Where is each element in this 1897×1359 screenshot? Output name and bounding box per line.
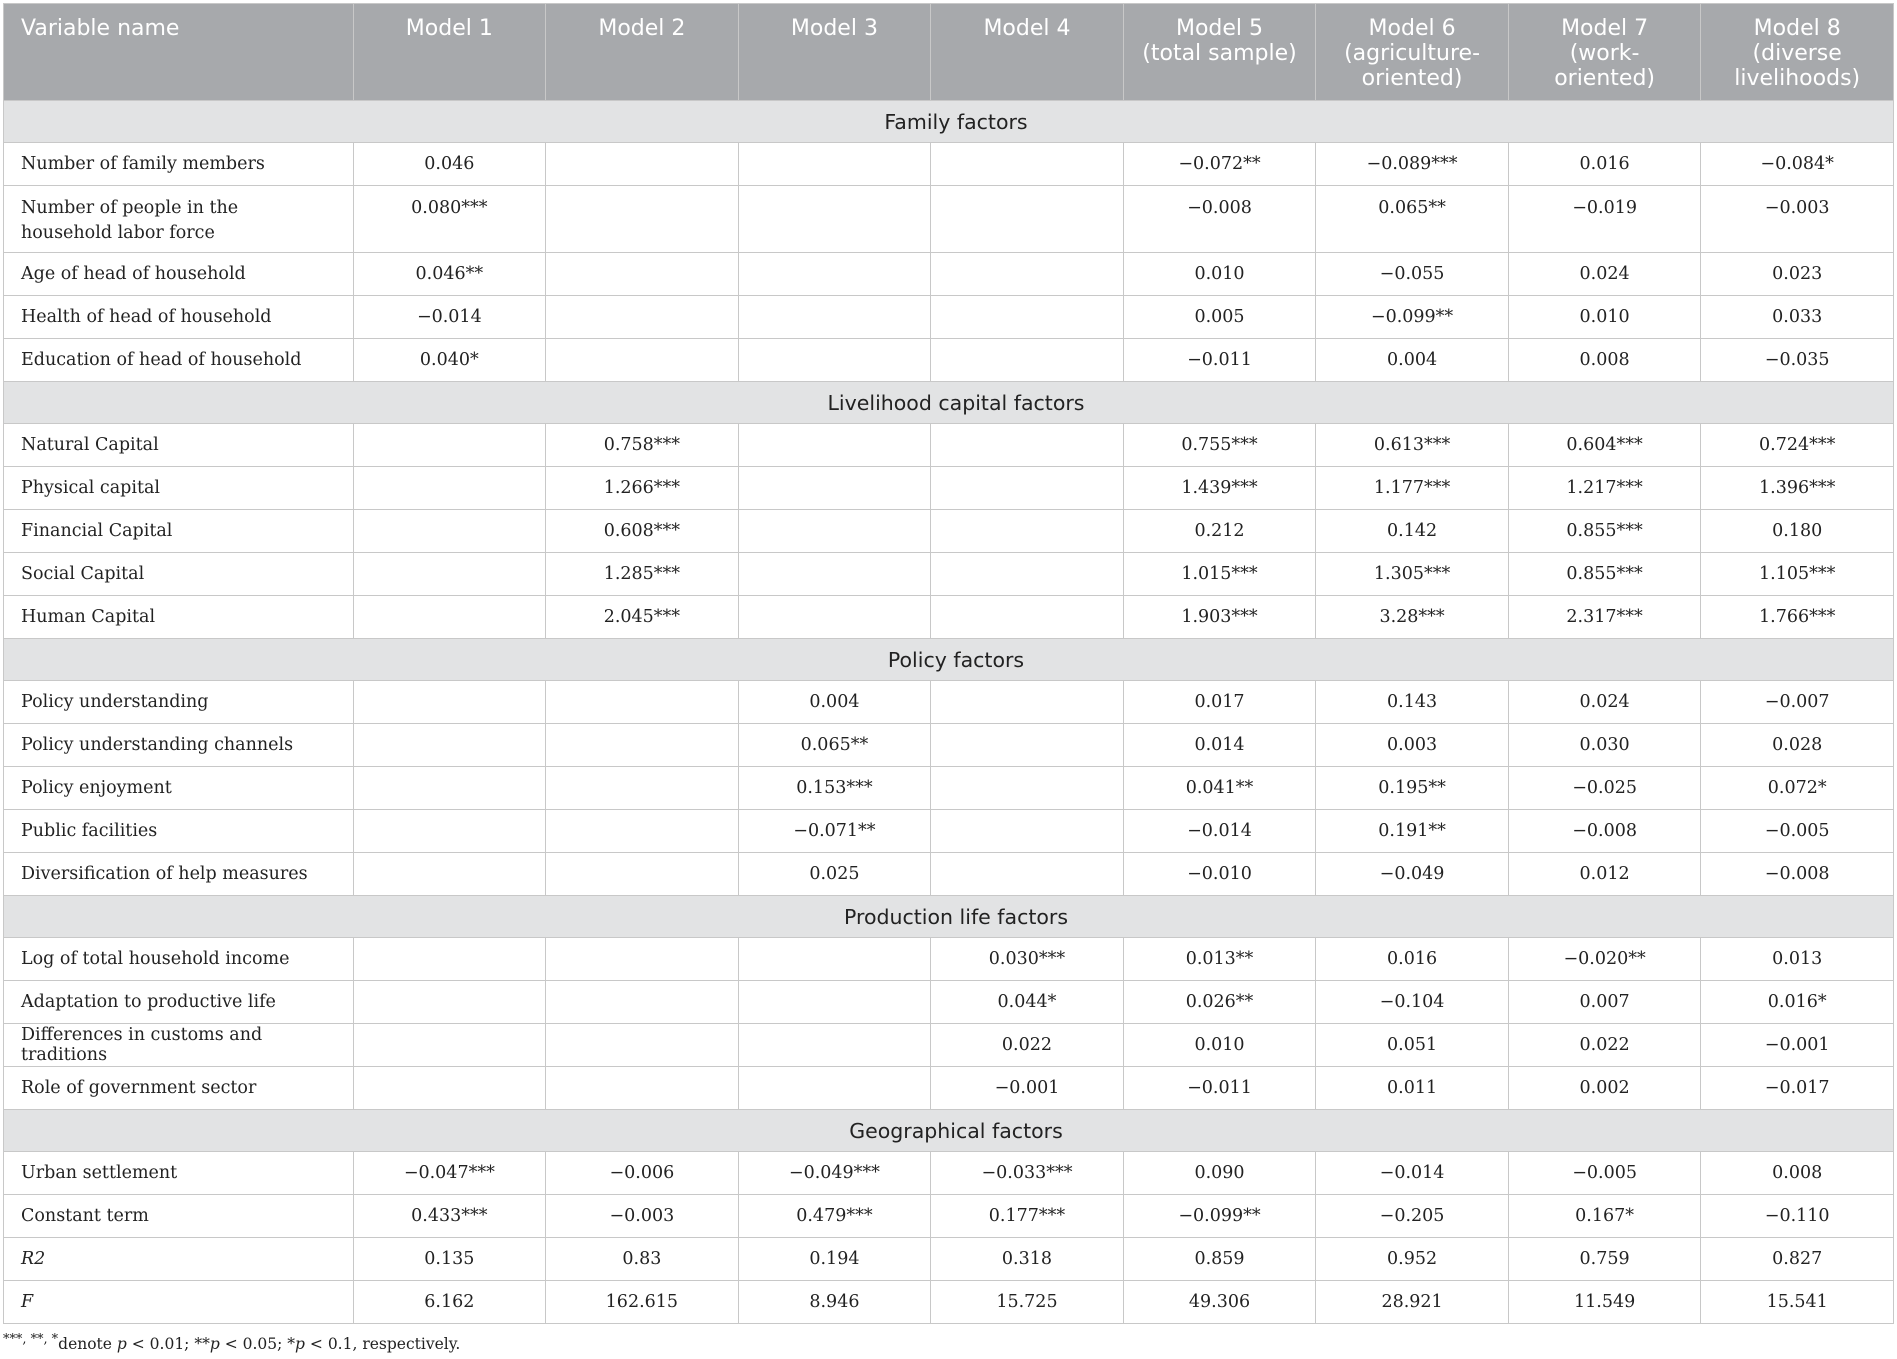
- coefficient-cell-model-1: [353, 810, 546, 853]
- footnote-text-4: < 0.1, respectively.: [304, 1335, 461, 1354]
- variable-name-cell: Number of people in the household labor force: [4, 186, 354, 253]
- table-row: [4, 681, 1894, 724]
- coefficient-cell-model-7: 0.024: [1508, 681, 1701, 724]
- coefficient-cell-model-5: −0.011: [1123, 339, 1316, 382]
- coefficient-cell-model-4: 0.318: [931, 1238, 1124, 1281]
- coefficient-cell-model-3: 0.153***: [738, 767, 931, 810]
- coefficient-cell-model-6: −0.049: [1316, 853, 1509, 896]
- coefficient-cell-model-8: −0.008: [1701, 853, 1894, 896]
- footnote-symbols: ***, **, *: [3, 1332, 59, 1347]
- coefficient-cell-model-1: [353, 767, 546, 810]
- section-header-row: [4, 639, 1894, 681]
- coefficient-cell-model-1: −0.047***: [353, 1152, 546, 1195]
- section-header-row: [4, 101, 1894, 143]
- coefficient-cell-model-5: 0.859: [1123, 1238, 1316, 1281]
- coefficient-cell-model-8: −0.007: [1701, 681, 1894, 724]
- section-title: Family factors: [4, 101, 1894, 143]
- footnote-p-2: p: [209, 1335, 220, 1354]
- coefficient-cell-model-5: 0.017: [1123, 681, 1316, 724]
- coefficient-cell-model-5: 0.212: [1123, 510, 1316, 553]
- header-variable-name: [4, 4, 354, 101]
- coefficient-cell-model-1: [353, 1067, 546, 1110]
- coefficient-cell-model-2: [546, 681, 739, 724]
- coefficient-cell-model-1: [353, 1024, 546, 1067]
- coefficient-cell-model-4: [931, 467, 1124, 510]
- header-model-1: [353, 4, 546, 101]
- variable-name-cell: Policy understanding: [4, 681, 354, 724]
- coefficient-cell-model-7: 1.217***: [1508, 467, 1701, 510]
- coefficient-cell-model-1: [353, 510, 546, 553]
- table-row: [4, 938, 1894, 981]
- variable-name-cell: Policy understanding channels: [4, 724, 354, 767]
- coefficient-cell-model-1: [353, 724, 546, 767]
- coefficient-cell-model-5: −0.014: [1123, 810, 1316, 853]
- header-label: Model 2: [598, 16, 686, 41]
- coefficient-cell-model-4: 0.030***: [931, 938, 1124, 981]
- coefficient-cell-model-6: 0.191**: [1316, 810, 1509, 853]
- section-title: Geographical factors: [4, 1110, 1894, 1152]
- table-row: [4, 296, 1894, 339]
- table-row: [4, 981, 1894, 1024]
- footnote-text-3: < 0.05; *: [219, 1335, 296, 1354]
- coefficient-cell-model-6: 0.003: [1316, 724, 1509, 767]
- coefficient-cell-model-4: [931, 596, 1124, 639]
- table-row: [4, 596, 1894, 639]
- coefficient-cell-model-7: −0.025: [1508, 767, 1701, 810]
- coefficient-cell-model-2: 1.285***: [546, 553, 739, 596]
- coefficient-cell-model-1: [353, 981, 546, 1024]
- coefficient-cell-model-1: 0.080***: [353, 186, 546, 253]
- regression-table-container: [3, 3, 1894, 1353]
- coefficient-cell-model-7: −0.019: [1508, 186, 1701, 253]
- coefficient-cell-model-4: [931, 681, 1124, 724]
- coefficient-cell-model-1: [353, 596, 546, 639]
- coefficient-cell-model-2: [546, 143, 739, 186]
- coefficient-cell-model-6: 1.305***: [1316, 553, 1509, 596]
- coefficient-cell-model-3: [738, 510, 931, 553]
- header-label: Model 3: [790, 16, 878, 41]
- table-row: [4, 1238, 1894, 1281]
- coefficient-cell-model-3: [738, 186, 931, 253]
- variable-name-cell: Social Capital: [4, 553, 354, 596]
- footnote-p-3: p: [295, 1335, 305, 1354]
- coefficient-cell-model-6: −0.099**: [1316, 296, 1509, 339]
- table-row: [4, 339, 1894, 382]
- coefficient-cell-model-2: −0.006: [546, 1152, 739, 1195]
- coefficient-cell-model-8: 1.766***: [1701, 596, 1894, 639]
- coefficient-cell-model-7: 0.030: [1508, 724, 1701, 767]
- coefficient-cell-model-6: 0.142: [1316, 510, 1509, 553]
- header-model-7: [1508, 4, 1701, 101]
- coefficient-cell-model-1: 6.162: [353, 1281, 546, 1324]
- coefficient-cell-model-5: 0.005: [1123, 296, 1316, 339]
- header-row: [4, 4, 1894, 101]
- coefficient-cell-model-3: 8.946: [738, 1281, 931, 1324]
- section-title: Production life factors: [4, 896, 1894, 938]
- coefficient-cell-model-1: [353, 467, 546, 510]
- variable-name-cell: Constant term: [4, 1195, 354, 1238]
- coefficient-cell-model-4: −0.001: [931, 1067, 1124, 1110]
- coefficient-cell-model-2: 0.608***: [546, 510, 739, 553]
- footnote-p-1: p: [116, 1335, 127, 1354]
- coefficient-cell-model-1: 0.046: [353, 143, 546, 186]
- table-row: [4, 467, 1894, 510]
- coefficient-cell-model-6: 0.143: [1316, 681, 1509, 724]
- table-row: [4, 853, 1894, 896]
- coefficient-cell-model-7: −0.005: [1508, 1152, 1701, 1195]
- coefficient-cell-model-2: [546, 767, 739, 810]
- coefficient-cell-model-4: [931, 186, 1124, 253]
- coefficient-cell-model-7: 11.549: [1508, 1281, 1701, 1324]
- coefficient-cell-model-1: [353, 553, 546, 596]
- coefficient-cell-model-8: 0.724***: [1701, 424, 1894, 467]
- header-model-3: [738, 4, 931, 101]
- variable-name-cell: R2: [4, 1238, 354, 1281]
- coefficient-cell-model-4: [931, 253, 1124, 296]
- coefficient-cell-model-5: 0.010: [1123, 1024, 1316, 1067]
- section-header-row: [4, 896, 1894, 938]
- coefficient-cell-model-4: −0.033***: [931, 1152, 1124, 1195]
- header-sublabel: (agriculture- oriented): [1344, 41, 1481, 91]
- coefficient-cell-model-5: 49.306: [1123, 1281, 1316, 1324]
- coefficient-cell-model-3: −0.049***: [738, 1152, 931, 1195]
- coefficient-cell-model-5: 0.014: [1123, 724, 1316, 767]
- coefficient-cell-model-1: 0.135: [353, 1238, 546, 1281]
- coefficient-cell-model-3: [738, 938, 931, 981]
- table-header: [4, 4, 1894, 101]
- coefficient-cell-model-2: −0.003: [546, 1195, 739, 1238]
- table-row: [4, 186, 1894, 253]
- coefficient-cell-model-3: [738, 296, 931, 339]
- header-model-4: [931, 4, 1124, 101]
- variable-name-cell: Role of government sector: [4, 1067, 354, 1110]
- coefficient-cell-model-3: 0.479***: [738, 1195, 931, 1238]
- coefficient-cell-model-6: 0.004: [1316, 339, 1509, 382]
- variable-name-cell: Public facilities: [4, 810, 354, 853]
- coefficient-cell-model-8: −0.110: [1701, 1195, 1894, 1238]
- table-row: [4, 253, 1894, 296]
- header-model-6: [1316, 4, 1509, 101]
- coefficient-cell-model-1: [353, 681, 546, 724]
- coefficient-cell-model-2: [546, 1067, 739, 1110]
- coefficient-cell-model-8: −0.017: [1701, 1067, 1894, 1110]
- coefficient-cell-model-3: 0.194: [738, 1238, 931, 1281]
- coefficient-cell-model-8: 0.033: [1701, 296, 1894, 339]
- coefficient-cell-model-4: [931, 424, 1124, 467]
- table-footnote: [3, 1332, 1894, 1353]
- coefficient-cell-model-5: 1.439***: [1123, 467, 1316, 510]
- coefficient-cell-model-3: [738, 981, 931, 1024]
- coefficient-cell-model-8: 15.541: [1701, 1281, 1894, 1324]
- table-row: [4, 810, 1894, 853]
- footnote-text-1: denote: [58, 1335, 117, 1354]
- coefficient-cell-model-1: [353, 938, 546, 981]
- header-sublabel: (work- oriented): [1554, 41, 1655, 91]
- table-row: [4, 553, 1894, 596]
- variable-name-cell: Log of total household income: [4, 938, 354, 981]
- variable-name-cell: Physical capital: [4, 467, 354, 510]
- table-row: [4, 1281, 1894, 1324]
- coefficient-cell-model-8: −0.005: [1701, 810, 1894, 853]
- coefficient-cell-model-3: [738, 553, 931, 596]
- coefficient-cell-model-6: 0.195**: [1316, 767, 1509, 810]
- coefficient-cell-model-3: −0.071**: [738, 810, 931, 853]
- coefficient-cell-model-4: 15.725: [931, 1281, 1124, 1324]
- header-label: Model 5: [1175, 16, 1264, 41]
- coefficient-cell-model-6: −0.089***: [1316, 143, 1509, 186]
- coefficient-cell-model-4: [931, 296, 1124, 339]
- coefficient-cell-model-8: 0.028: [1701, 724, 1894, 767]
- variable-name-cell: Health of head of household: [4, 296, 354, 339]
- variable-name-cell: Human Capital: [4, 596, 354, 639]
- coefficient-cell-model-8: −0.003: [1701, 186, 1894, 253]
- coefficient-cell-model-6: 0.613***: [1316, 424, 1509, 467]
- variable-name-cell: Number of family members: [4, 143, 354, 186]
- coefficient-cell-model-3: [738, 143, 931, 186]
- coefficient-cell-model-7: −0.020**: [1508, 938, 1701, 981]
- table-row: [4, 1024, 1894, 1067]
- variable-name-cell: Urban settlement: [4, 1152, 354, 1195]
- coefficient-cell-model-8: 0.016*: [1701, 981, 1894, 1024]
- coefficient-cell-model-2: [546, 339, 739, 382]
- coefficient-cell-model-3: 0.004: [738, 681, 931, 724]
- coefficient-cell-model-5: 0.010: [1123, 253, 1316, 296]
- coefficient-cell-model-4: [931, 553, 1124, 596]
- coefficient-cell-model-7: 0.016: [1508, 143, 1701, 186]
- coefficient-cell-model-7: 0.759: [1508, 1238, 1701, 1281]
- coefficient-cell-model-5: 0.090: [1123, 1152, 1316, 1195]
- coefficient-cell-model-4: [931, 339, 1124, 382]
- section-title: Livelihood capital factors: [4, 382, 1894, 424]
- variable-name-cell: Financial Capital: [4, 510, 354, 553]
- header-label: Model 8: [1753, 16, 1841, 41]
- coefficient-cell-model-7: −0.008: [1508, 810, 1701, 853]
- coefficient-cell-model-6: 0.016: [1316, 938, 1509, 981]
- coefficient-cell-model-2: [546, 724, 739, 767]
- variable-name-cell: Policy enjoyment: [4, 767, 354, 810]
- coefficient-cell-model-6: −0.014: [1316, 1152, 1509, 1195]
- coefficient-cell-model-2: 0.758***: [546, 424, 739, 467]
- coefficient-cell-model-8: 0.023: [1701, 253, 1894, 296]
- coefficient-cell-model-3: [738, 253, 931, 296]
- coefficient-cell-model-3: [738, 596, 931, 639]
- coefficient-cell-model-3: [738, 424, 931, 467]
- coefficient-cell-model-3: [738, 339, 931, 382]
- coefficient-cell-model-7: 0.007: [1508, 981, 1701, 1024]
- coefficient-cell-model-5: 0.755***: [1123, 424, 1316, 467]
- header-model-8: [1701, 4, 1894, 101]
- coefficient-cell-model-7: 0.002: [1508, 1067, 1701, 1110]
- variable-name-cell: Education of head of household: [4, 339, 354, 382]
- header-label: Model 1: [405, 16, 493, 41]
- coefficient-cell-model-5: −0.010: [1123, 853, 1316, 896]
- table-row: [4, 1067, 1894, 1110]
- coefficient-cell-model-4: [931, 143, 1124, 186]
- header-sublabel: (diverse livelihoods): [1734, 41, 1861, 91]
- coefficient-cell-model-4: 0.044*: [931, 981, 1124, 1024]
- coefficient-cell-model-8: −0.084*: [1701, 143, 1894, 186]
- coefficient-cell-model-4: [931, 724, 1124, 767]
- footnote-text-2: < 0.01; **: [126, 1335, 210, 1354]
- coefficient-cell-model-1: [353, 853, 546, 896]
- coefficient-cell-model-4: 0.177***: [931, 1195, 1124, 1238]
- header-label: Model 4: [983, 16, 1071, 41]
- coefficient-cell-model-2: [546, 186, 739, 253]
- variable-name-cell: Natural Capital: [4, 424, 354, 467]
- coefficient-cell-model-3: [738, 467, 931, 510]
- coefficient-cell-model-4: [931, 510, 1124, 553]
- coefficient-cell-model-2: [546, 253, 739, 296]
- coefficient-cell-model-2: 1.266***: [546, 467, 739, 510]
- coefficient-cell-model-7: 0.855***: [1508, 553, 1701, 596]
- header-model-5: [1123, 4, 1316, 101]
- coefficient-cell-model-7: 0.604***: [1508, 424, 1701, 467]
- coefficient-cell-model-1: 0.040*: [353, 339, 546, 382]
- table-row: [4, 1152, 1894, 1195]
- coefficient-cell-model-5: 1.015***: [1123, 553, 1316, 596]
- header-sublabel: (total sample): [1142, 41, 1297, 66]
- variable-name-cell: Age of head of household: [4, 253, 354, 296]
- coefficient-cell-model-5: −0.072**: [1123, 143, 1316, 186]
- variable-name-cell: Adaptation to productive life: [4, 981, 354, 1024]
- coefficient-cell-model-6: 0.952: [1316, 1238, 1509, 1281]
- coefficient-cell-model-3: [738, 1067, 931, 1110]
- coefficient-cell-model-4: [931, 810, 1124, 853]
- coefficient-cell-model-6: −0.055: [1316, 253, 1509, 296]
- table-row: [4, 724, 1894, 767]
- header-model-2: [546, 4, 739, 101]
- coefficient-cell-model-5: 0.026**: [1123, 981, 1316, 1024]
- coefficient-cell-model-3: 0.065**: [738, 724, 931, 767]
- section-header-row: [4, 1110, 1894, 1152]
- coefficient-cell-model-1: [353, 424, 546, 467]
- coefficient-cell-model-7: 0.022: [1508, 1024, 1701, 1067]
- regression-results-table: [3, 3, 1894, 1324]
- coefficient-cell-model-5: 0.041**: [1123, 767, 1316, 810]
- coefficient-cell-model-5: −0.099**: [1123, 1195, 1316, 1238]
- coefficient-cell-model-4: [931, 767, 1124, 810]
- coefficient-cell-model-7: 0.024: [1508, 253, 1701, 296]
- coefficient-cell-model-2: [546, 981, 739, 1024]
- coefficient-cell-model-7: 0.012: [1508, 853, 1701, 896]
- coefficient-cell-model-8: 0.072*: [1701, 767, 1894, 810]
- coefficient-cell-model-1: −0.014: [353, 296, 546, 339]
- table-row: [4, 1195, 1894, 1238]
- coefficient-cell-model-3: [738, 1024, 931, 1067]
- coefficient-cell-model-8: 0.013: [1701, 938, 1894, 981]
- coefficient-cell-model-6: 0.065**: [1316, 186, 1509, 253]
- header-label: Model 7: [1561, 16, 1649, 41]
- table-row: [4, 767, 1894, 810]
- table-row: [4, 424, 1894, 467]
- coefficient-cell-model-2: [546, 853, 739, 896]
- variable-name-cell: F: [4, 1281, 354, 1324]
- header-label: Variable name: [21, 16, 180, 41]
- coefficient-cell-model-7: 0.855***: [1508, 510, 1701, 553]
- coefficient-cell-model-6: −0.205: [1316, 1195, 1509, 1238]
- section-title: Policy factors: [4, 639, 1894, 681]
- table-row: [4, 510, 1894, 553]
- coefficient-cell-model-5: 1.903***: [1123, 596, 1316, 639]
- coefficient-cell-model-8: 0.180: [1701, 510, 1894, 553]
- coefficient-cell-model-2: 0.83: [546, 1238, 739, 1281]
- coefficient-cell-model-8: 1.396***: [1701, 467, 1894, 510]
- coefficient-cell-model-4: [931, 853, 1124, 896]
- coefficient-cell-model-6: 3.28***: [1316, 596, 1509, 639]
- coefficient-cell-model-7: 0.167*: [1508, 1195, 1701, 1238]
- coefficient-cell-model-7: 0.008: [1508, 339, 1701, 382]
- coefficient-cell-model-1: 0.433***: [353, 1195, 546, 1238]
- coefficient-cell-model-7: 2.317***: [1508, 596, 1701, 639]
- coefficient-cell-model-2: [546, 810, 739, 853]
- variable-name-cell: Diversification of help measures: [4, 853, 354, 896]
- coefficient-cell-model-8: −0.035: [1701, 339, 1894, 382]
- coefficient-cell-model-1: 0.046**: [353, 253, 546, 296]
- coefficient-cell-model-6: 28.921: [1316, 1281, 1509, 1324]
- coefficient-cell-model-6: 1.177***: [1316, 467, 1509, 510]
- coefficient-cell-model-6: −0.104: [1316, 981, 1509, 1024]
- coefficient-cell-model-5: 0.013**: [1123, 938, 1316, 981]
- coefficient-cell-model-8: −0.001: [1701, 1024, 1894, 1067]
- coefficient-cell-model-8: 0.827: [1701, 1238, 1894, 1281]
- coefficient-cell-model-5: −0.011: [1123, 1067, 1316, 1110]
- coefficient-cell-model-4: 0.022: [931, 1024, 1124, 1067]
- coefficient-cell-model-8: 0.008: [1701, 1152, 1894, 1195]
- coefficient-cell-model-2: [546, 1024, 739, 1067]
- coefficient-cell-model-7: 0.010: [1508, 296, 1701, 339]
- section-header-row: [4, 382, 1894, 424]
- coefficient-cell-model-2: 2.045***: [546, 596, 739, 639]
- table-row: [4, 143, 1894, 186]
- coefficient-cell-model-2: 162.615: [546, 1281, 739, 1324]
- coefficient-cell-model-2: [546, 938, 739, 981]
- coefficient-cell-model-2: [546, 296, 739, 339]
- header-label: Model 6: [1368, 16, 1456, 41]
- coefficient-cell-model-6: 0.011: [1316, 1067, 1509, 1110]
- table-body: [4, 101, 1894, 1324]
- coefficient-cell-model-3: 0.025: [738, 853, 931, 896]
- variable-name-cell: Differences in customs and traditions: [4, 1024, 354, 1067]
- coefficient-cell-model-6: 0.051: [1316, 1024, 1509, 1067]
- coefficient-cell-model-5: −0.008: [1123, 186, 1316, 253]
- coefficient-cell-model-8: 1.105***: [1701, 553, 1894, 596]
